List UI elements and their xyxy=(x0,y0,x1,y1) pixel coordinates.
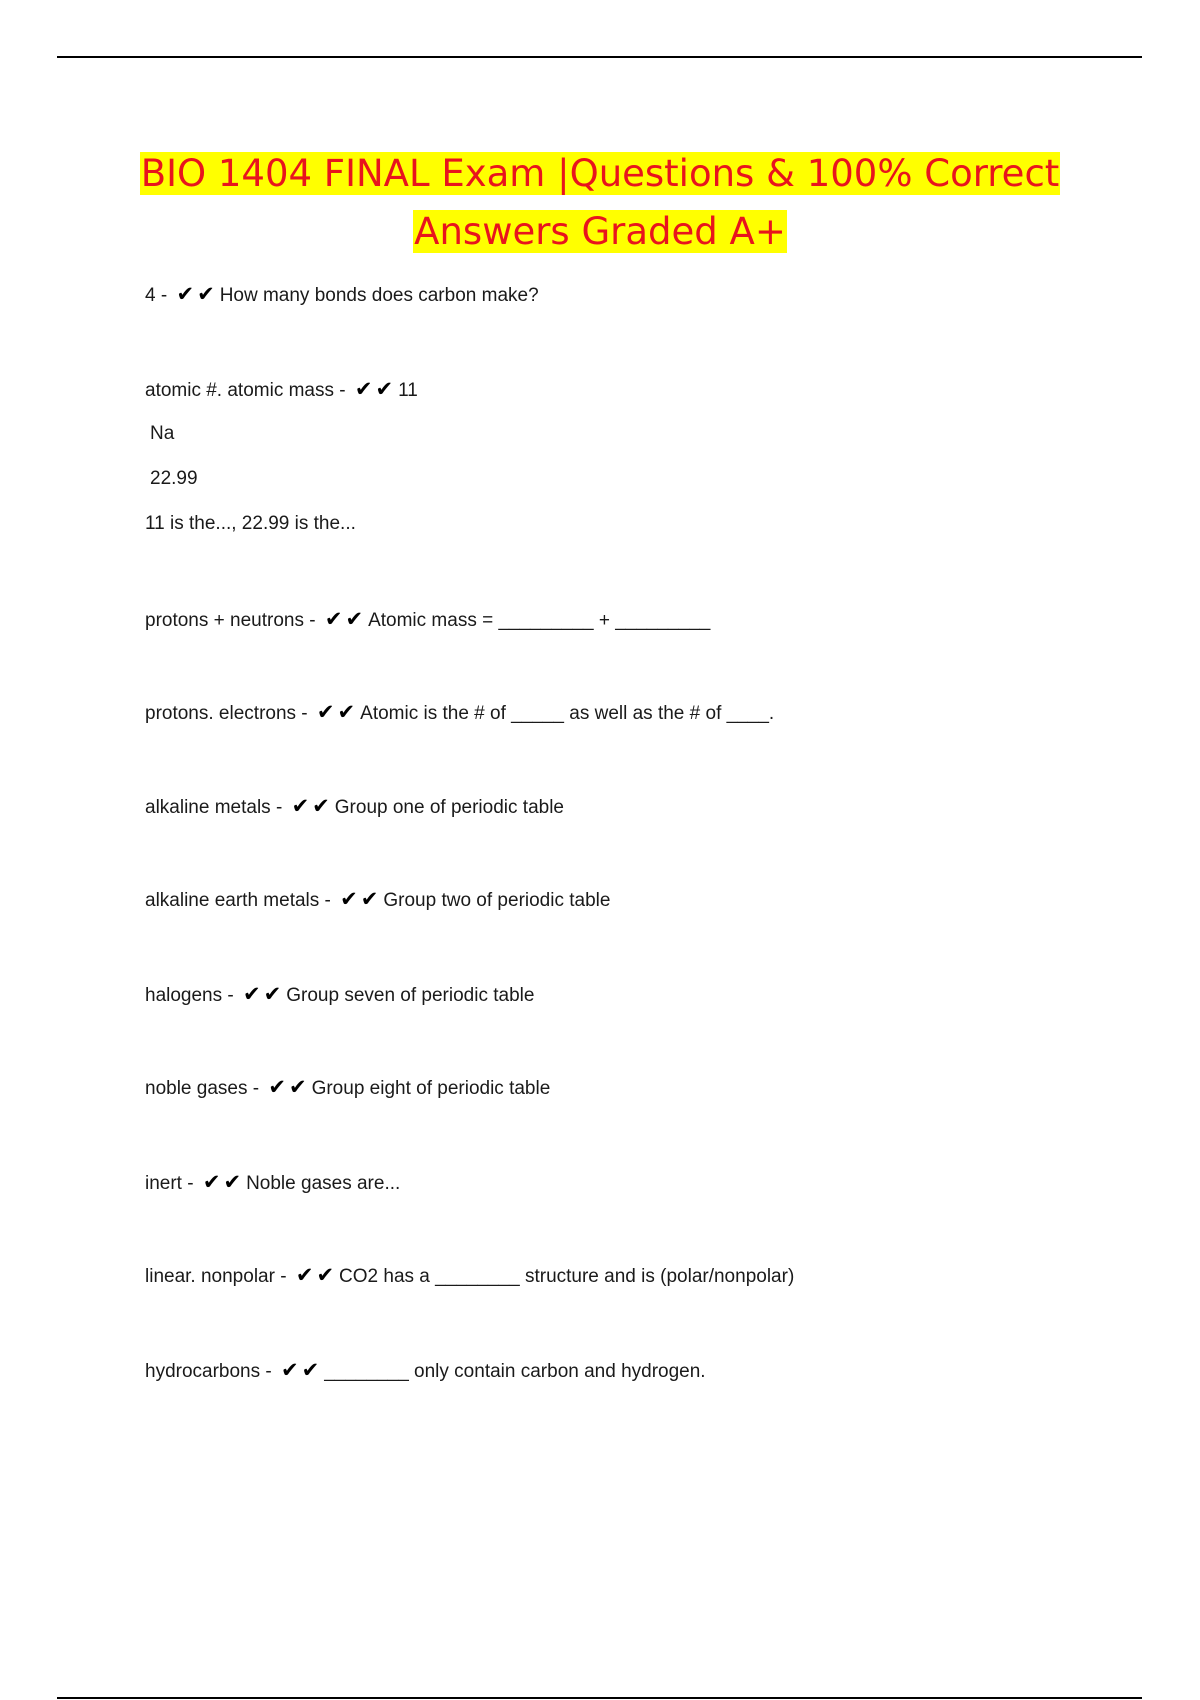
check-icon: ✔ xyxy=(268,1075,286,1099)
card-item: alkaline metals - ✔ ✔ Group one of periodic table xyxy=(145,794,564,818)
title-line-1: BIO 1404 FINAL Exam |Questions & 100% Correct xyxy=(140,152,1060,195)
card-question: Noble gases are... xyxy=(246,1173,401,1194)
check-icon: ✔ xyxy=(354,377,373,401)
footer-rule xyxy=(57,1697,1142,1699)
card-question: Atomic is the # of _____ as well as the # of ____. xyxy=(360,703,775,724)
check-icon: ✔ xyxy=(375,377,394,401)
card-answer: alkaline metals xyxy=(145,797,271,818)
card-answer: linear. nonpolar xyxy=(145,1266,275,1287)
card-question-line: Na xyxy=(150,423,175,444)
card-answer: inert xyxy=(145,1173,182,1194)
check-icon: ✔ xyxy=(337,700,356,724)
check-icon: ✔ xyxy=(291,794,310,818)
check-icon: ✔ xyxy=(281,1358,299,1382)
card-item: halogens - ✔ ✔ Group seven of periodic table xyxy=(145,982,535,1006)
check-icon: ✔ xyxy=(301,1358,320,1382)
card-item: protons. electrons - ✔ ✔ Atomic is the # of _____ as well as the # of ____. xyxy=(145,700,775,724)
card-item: atomic #. atomic mass - ✔ ✔ 11 xyxy=(145,377,418,401)
check-icon: ✔ xyxy=(202,1170,221,1194)
check-icon: ✔ xyxy=(316,1263,335,1287)
card-item: 4 - ✔ ✔ How many bonds does carbon make? xyxy=(145,282,539,306)
card-question: ________ only contain carbon and hydrogen. xyxy=(324,1361,706,1382)
title-line-2: Answers Graded A+ xyxy=(414,210,786,253)
check-icon: ✔ xyxy=(360,887,379,911)
check-icon: ✔ xyxy=(324,607,343,631)
check-icon: ✔ xyxy=(176,282,195,306)
document-title xyxy=(0,145,1200,261)
card-answer: 4 xyxy=(145,285,156,306)
card-item: alkaline earth metals - ✔ ✔ Group two of periodic table xyxy=(145,887,611,911)
card-question: CO2 has a ________ structure and is (polar/nonpolar) xyxy=(339,1266,795,1287)
card-answer: atomic #. atomic mass xyxy=(145,380,334,401)
card-question: Group two of periodic table xyxy=(383,890,611,911)
check-icon: ✔ xyxy=(295,1263,314,1287)
card-question: Group seven of periodic table xyxy=(286,985,535,1006)
card-item: protons + neutrons - ✔ ✔ Atomic mass = _________ + _________ xyxy=(145,607,711,631)
check-icon: ✔ xyxy=(316,700,335,724)
card-answer: hydrocarbons xyxy=(145,1361,261,1382)
check-icon: ✔ xyxy=(312,794,330,818)
card-item: inert - ✔ ✔ Noble gases are... xyxy=(145,1170,401,1194)
card-answer: protons. electrons xyxy=(145,703,297,724)
check-icon: ✔ xyxy=(223,1170,242,1194)
header-rule xyxy=(57,56,1142,58)
card-item: hydrocarbons - ✔ ✔ ________ only contain carbon and hydrogen. xyxy=(145,1358,706,1382)
check-icon: ✔ xyxy=(340,887,358,911)
card-item: noble gases - ✔ ✔ Group eight of periodic table xyxy=(145,1075,551,1099)
card-question-line: 11 is the..., 22.99 is the... xyxy=(145,513,356,534)
card-question: Atomic mass = _________ + _________ xyxy=(368,610,711,631)
card-question: How many bonds does carbon make? xyxy=(219,285,539,306)
check-icon: ✔ xyxy=(197,282,215,306)
card-answer: halogens xyxy=(145,985,223,1006)
check-icon: ✔ xyxy=(345,607,364,631)
card-question: Group one of periodic table xyxy=(334,797,564,818)
check-icon: ✔ xyxy=(243,982,261,1006)
card-question: 11 xyxy=(398,380,418,401)
card-answer: noble gases xyxy=(145,1078,248,1099)
card-answer: alkaline earth metals xyxy=(145,890,320,911)
card-item: linear. nonpolar - ✔ ✔ CO2 has a ________ structure and is (polar/nonpolar) xyxy=(145,1263,795,1287)
check-icon: ✔ xyxy=(263,982,282,1006)
card-question: Group eight of periodic table xyxy=(311,1078,551,1099)
check-icon: ✔ xyxy=(288,1075,307,1099)
card-question-line: 22.99 xyxy=(150,468,198,489)
card-answer: protons + neutrons xyxy=(145,610,304,631)
